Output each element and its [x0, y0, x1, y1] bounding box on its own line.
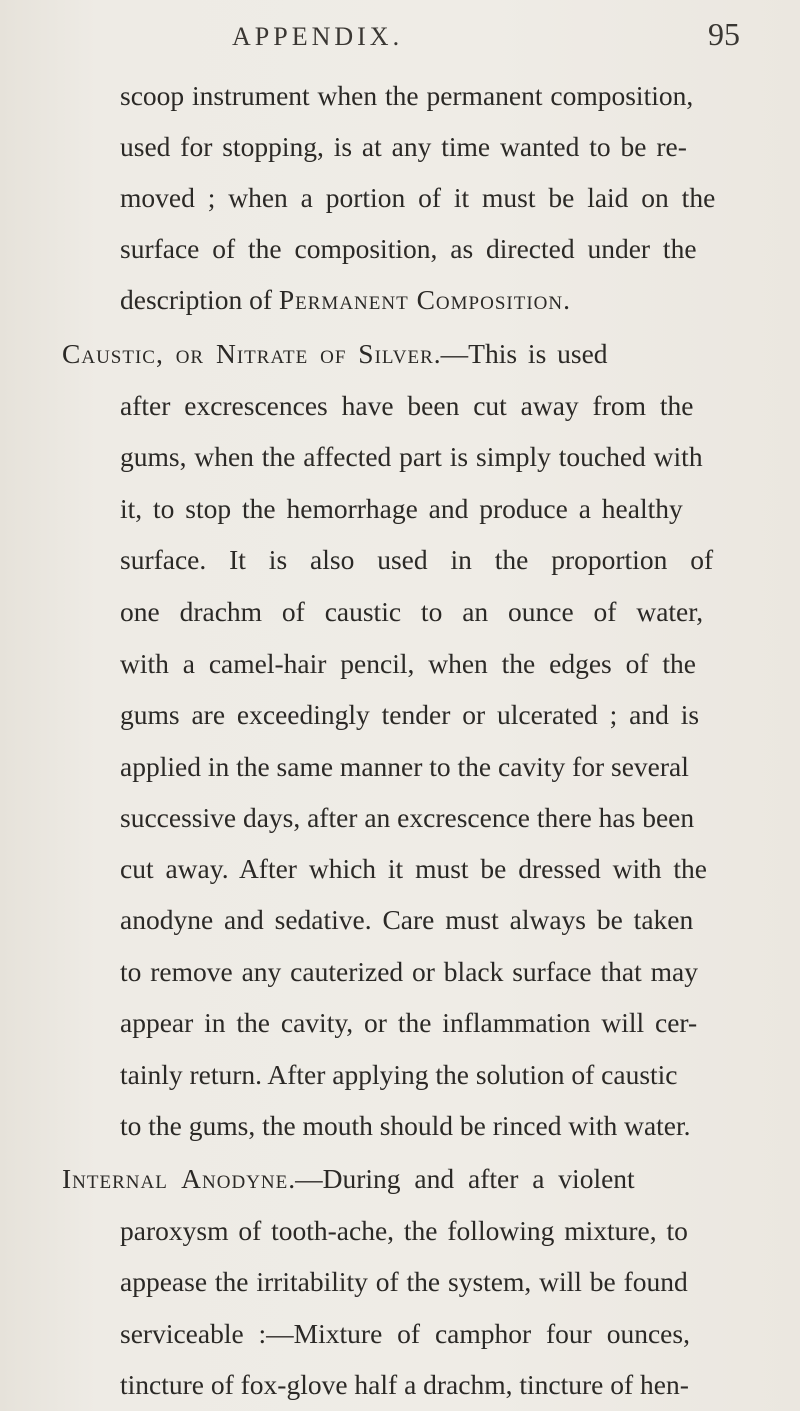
text-line	[120, 184, 715, 212]
line-text: with a camel-hair pencil, when the edges of the	[120, 648, 697, 679]
heading-internal-anodyne: Internal Anodyne	[62, 1163, 289, 1194]
line-text: one drachm of caustic to an ounce of water,	[120, 596, 704, 627]
line-text: .—During and after a violent	[288, 1163, 635, 1194]
page-number: 95	[708, 16, 740, 52]
text-line	[120, 392, 694, 420]
line-text: tincture of fox-glove half a drachm, tincture of hen-	[120, 1369, 689, 1400]
text-line	[120, 235, 697, 263]
line-text: appease the irritability of the system, will be found	[120, 1266, 688, 1297]
line-text: surface of the composition, as directed under the	[120, 233, 697, 264]
line-text: tainly return. After applying the solution of caustic	[120, 1059, 678, 1090]
text-line	[120, 650, 696, 678]
line-text: after excrescences have been cut away from the	[120, 390, 694, 421]
text-line	[120, 1320, 690, 1348]
text-line	[120, 1268, 688, 1296]
line-text: surface. It is also used in the proportion of	[120, 544, 714, 575]
line-text: appear in the cavity, or the inflammation will cer-	[120, 1007, 698, 1038]
line-text: scoop instrument when the permanent composition,	[120, 80, 694, 111]
text-line	[120, 1061, 678, 1089]
line-text: to the gums, the mouth should be rinced with water.	[120, 1110, 691, 1141]
line-text: paroxysm of tooth-ache, the following mixture, to	[120, 1215, 688, 1246]
running-title: APPENDIX.	[232, 22, 404, 51]
line-text: cut away. After which it must be dressed with the	[120, 853, 707, 884]
text-line	[120, 958, 698, 986]
text-line	[120, 598, 703, 626]
text-line	[120, 906, 693, 934]
text-line	[120, 855, 707, 883]
line-text: successive days, after an excrescence there has been	[120, 802, 695, 833]
line-text: used for stopping, is at any time wanted to be re-	[120, 131, 687, 162]
text-line	[120, 804, 694, 832]
text-line	[120, 546, 713, 574]
text-line	[120, 1371, 689, 1399]
text-line	[120, 701, 699, 729]
line-text: to remove any cauterized or black surface that may	[120, 956, 698, 987]
line-text: serviceable :—Mixture of camphor four ounces,	[120, 1318, 690, 1349]
text-line	[120, 753, 689, 781]
text-line	[62, 340, 608, 368]
text-line	[120, 133, 687, 161]
text-line	[62, 1165, 635, 1193]
heading-caustic: Caustic, or Nitrate of Silver	[62, 338, 434, 369]
line-text: .—This is used	[433, 338, 608, 369]
text-line	[120, 82, 693, 110]
line-text: gums, when the affected part is simply touched with	[120, 441, 703, 472]
line-text: it, to stop the hemorrhage and produce a healthy	[120, 493, 683, 524]
line-lead: description of	[120, 284, 279, 315]
line-text: applied in the same manner to the cavity for several	[120, 751, 689, 782]
text-line	[120, 286, 570, 314]
heading-permanent-composition: Permanent Composition	[278, 284, 564, 315]
line-text: .	[563, 284, 570, 315]
text-line	[120, 1112, 691, 1140]
line-text: gums are exceedingly tender or ulcerated ; and is	[120, 699, 700, 730]
text-line	[120, 495, 683, 523]
line-text: moved ; when a portion of it must be laid on the	[120, 182, 716, 213]
line-text: anodyne and sedative. Care must always be taken	[120, 904, 694, 935]
text-line	[120, 443, 703, 471]
text-line	[120, 1009, 697, 1037]
running-head	[0, 0, 800, 70]
text-line	[120, 1217, 688, 1245]
